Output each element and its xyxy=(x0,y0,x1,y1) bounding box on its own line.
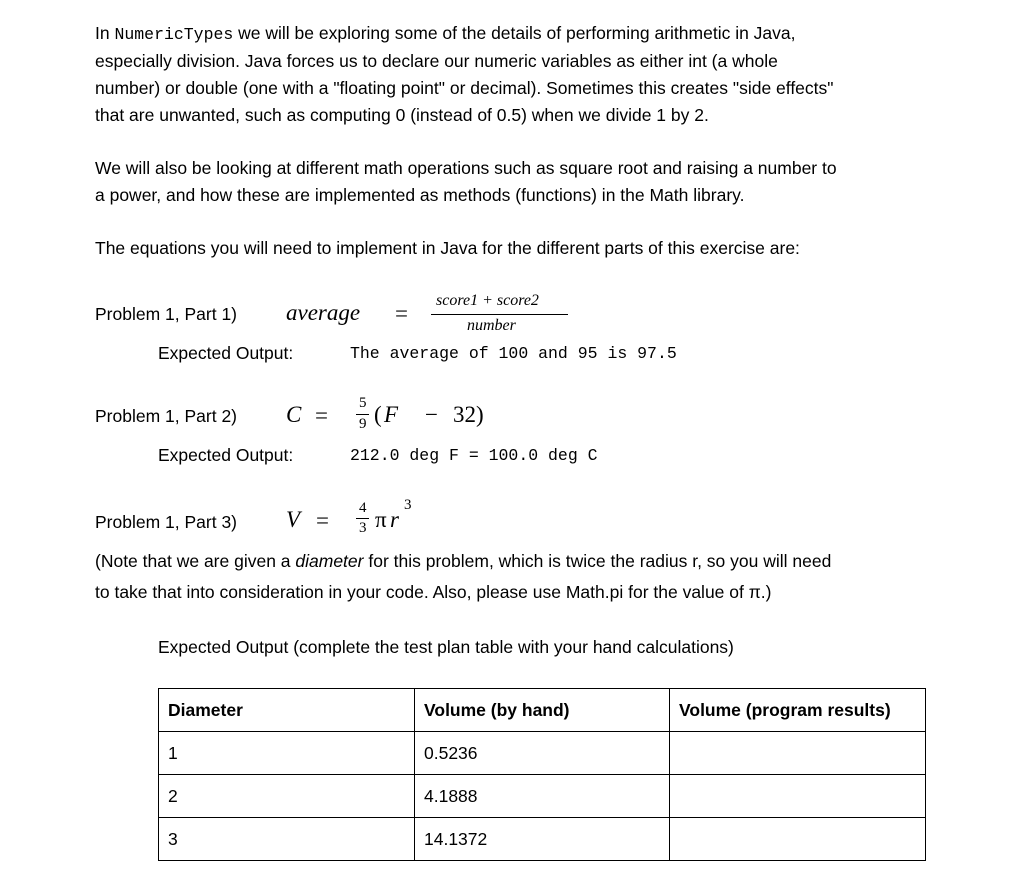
part2-open-paren: ( xyxy=(374,402,382,427)
part2-expected-output: 212.0 deg F = 100.0 deg C xyxy=(350,446,598,465)
test-plan-table xyxy=(158,688,926,861)
part3-equals: = xyxy=(316,508,329,533)
part1-equals: = xyxy=(395,301,408,326)
part1-expected-label: Expected Output: xyxy=(158,343,294,363)
part2-minus: − xyxy=(425,402,438,427)
part1-denominator: number xyxy=(467,317,516,334)
part2-var: F xyxy=(384,402,399,427)
part1-lhs: average xyxy=(286,300,361,325)
table-header-row xyxy=(159,689,926,732)
part3-expected-label: Expected Output (complete the test plan table with your hand calculations) xyxy=(158,637,734,657)
cell-diameter: 2 xyxy=(159,775,415,818)
intro-paragraph-3: The equations you will need to implement in Java for the different parts of this exercise are: xyxy=(95,238,800,258)
header-volume-by-hand: Volume (by hand) xyxy=(415,689,670,732)
note-text: (Note that we are given a xyxy=(95,551,296,571)
cell-volume-program[interactable] xyxy=(670,732,926,775)
part2-lhs: C xyxy=(286,402,302,427)
intro-text: especially division. Java forces us to declare our numeric variables as either int (a whole xyxy=(95,51,778,71)
cell-volume-program[interactable] xyxy=(670,818,926,861)
cell-volume-by-hand: 0.5236 xyxy=(415,732,670,775)
note-text: to take that into consideration in your code. Also, please use Math.pi for the value of π.) xyxy=(95,582,772,602)
part1-fraction-bar xyxy=(431,314,568,315)
part1-numerator: score1 + score2 xyxy=(436,292,539,309)
intro-text: In xyxy=(95,23,115,43)
part2-equals: = xyxy=(315,403,328,428)
cell-diameter: 1 xyxy=(159,732,415,775)
part3-exponent: 3 xyxy=(404,497,412,513)
table-row xyxy=(159,732,926,775)
class-name-code: NumericTypes xyxy=(114,25,234,44)
intro-text: that are unwanted, such as computing 0 (instead of 0.5) when we divide 1 by 2. xyxy=(95,105,709,125)
part1-expected-output: The average of 100 and 95 is 97.5 xyxy=(350,344,677,363)
part3-note xyxy=(95,546,935,608)
cell-volume-program[interactable] xyxy=(670,775,926,818)
intro-paragraph-1 xyxy=(95,20,935,129)
intro-text: number) or double (one with a "floating point" or decimal). Sometimes this creates "side effects" xyxy=(95,78,834,98)
part2-frac-den: 9 xyxy=(359,416,367,432)
part1-label: Problem 1, Part 1) xyxy=(95,304,237,324)
table-row xyxy=(159,818,926,861)
part2-expected-label: Expected Output: xyxy=(158,445,294,465)
intro-paragraph-2 xyxy=(95,155,935,209)
part3-label: Problem 1, Part 3) xyxy=(95,512,237,532)
header-diameter: Diameter xyxy=(159,689,415,732)
part2-fraction-bar xyxy=(356,414,369,415)
intro-text: We will also be looking at different math operations such as square root and raising a number to xyxy=(95,158,837,178)
part3-lhs: V xyxy=(286,507,301,532)
cell-volume-by-hand: 4.1888 xyxy=(415,775,670,818)
intro-text: we will be exploring some of the details of performing arithmetic in Java, xyxy=(233,23,796,43)
document-body xyxy=(95,20,935,262)
note-text: for this problem, which is twice the radius r, so you will need xyxy=(363,551,832,571)
table-row xyxy=(159,775,926,818)
cell-diameter: 3 xyxy=(159,818,415,861)
part3-frac-num: 4 xyxy=(359,500,367,516)
part3-r: r xyxy=(390,507,399,532)
part2-frac-num: 5 xyxy=(359,395,367,411)
note-emphasis: diameter xyxy=(295,551,364,571)
part3-pi: π xyxy=(375,507,387,532)
part2-const: 32) xyxy=(453,402,484,427)
part3-fraction-bar xyxy=(356,518,369,519)
intro-text: a power, and how these are implemented as methods (functions) in the Math library. xyxy=(95,185,745,205)
cell-volume-by-hand: 14.1372 xyxy=(415,818,670,861)
header-volume-program: Volume (program results) xyxy=(670,689,926,732)
part2-label: Problem 1, Part 2) xyxy=(95,406,237,426)
part3-frac-den: 3 xyxy=(359,520,367,536)
